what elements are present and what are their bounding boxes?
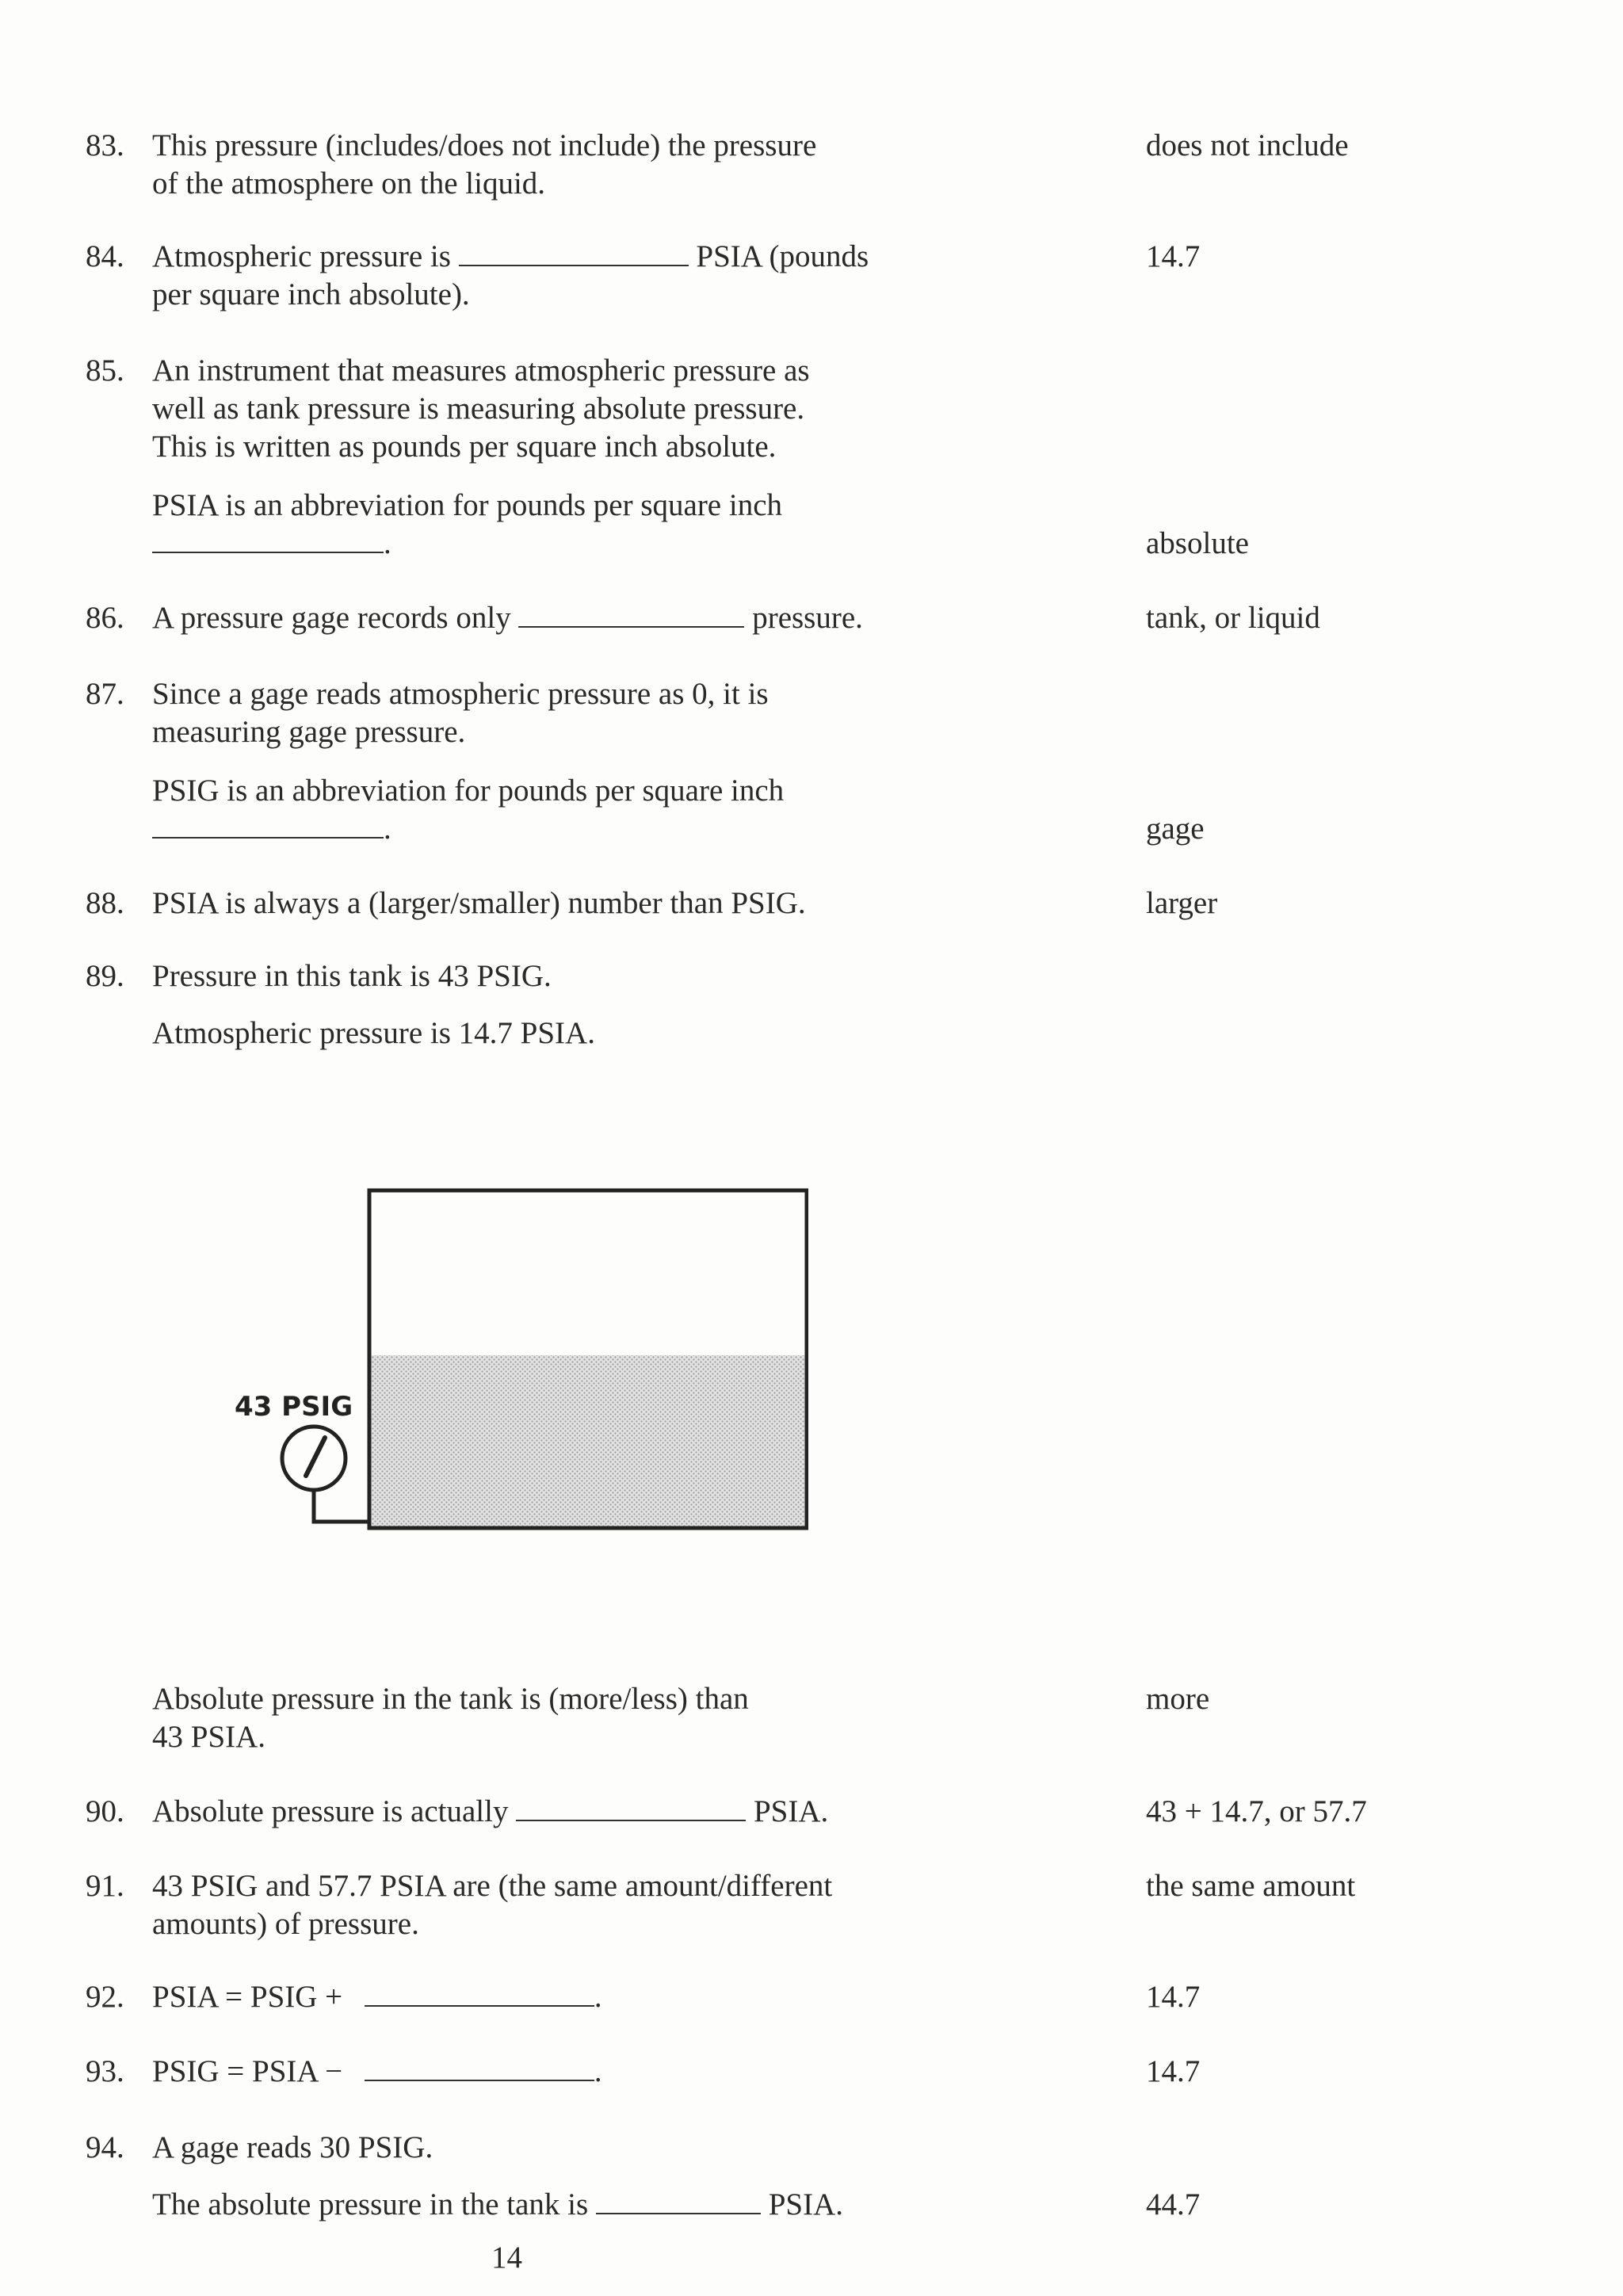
question-text-before-blank: Atmospheric pressure is xyxy=(152,239,451,273)
answer: 44.7 xyxy=(1146,2187,1201,2222)
answer-blank xyxy=(152,528,384,553)
question-text: A gage reads 30 PSIG. xyxy=(152,2130,433,2164)
frame-number: 88. xyxy=(86,886,124,920)
question-text-after-blank: . xyxy=(594,1980,602,2014)
answer: 14.7 xyxy=(1146,2054,1201,2088)
tank-liquid xyxy=(369,1355,807,1528)
answer: does not include xyxy=(1146,128,1349,162)
tank-figure xyxy=(222,1173,808,1553)
question-subtext xyxy=(152,772,948,848)
question-text-after-blank: . xyxy=(594,2054,602,2088)
frame-number: 83. xyxy=(86,128,124,162)
question-line: 43 PSIA. xyxy=(152,1720,266,1754)
answer-blank xyxy=(596,2189,761,2214)
question-line: An instrument that measures atmospheric pressure as xyxy=(152,353,810,388)
question-text xyxy=(152,1978,948,2016)
frame-number: 87. xyxy=(86,677,124,711)
answer-blank xyxy=(152,813,384,839)
answer: the same amount xyxy=(1146,1869,1356,1903)
frame-number: 84. xyxy=(86,239,124,273)
question-text: PSIA is always a (larger/smaller) number than PSIG. xyxy=(152,886,806,920)
question-subtext xyxy=(152,2186,948,2224)
question-text xyxy=(152,675,948,751)
question-line: per square inch absolute). xyxy=(152,277,470,311)
question-line: . xyxy=(152,810,948,848)
answer: 43 + 14.7, or 57.7 xyxy=(1146,1794,1367,1828)
question-line xyxy=(152,238,948,276)
answer: more xyxy=(1146,1682,1210,1716)
answer: 14.7 xyxy=(1146,1980,1201,2014)
gage-label: 43 PSIG xyxy=(235,1391,353,1423)
frame-number: 89. xyxy=(86,959,124,993)
question-line: . xyxy=(152,525,948,563)
question-text-before-blank: The absolute pressure in the tank is xyxy=(152,2187,589,2222)
question-text xyxy=(152,2053,948,2091)
gage-pipe xyxy=(314,1488,369,1522)
frame-number: 85. xyxy=(86,353,124,388)
question-text-after-blank: PSIA (pounds xyxy=(696,239,869,273)
question-line: well as tank pressure is measuring absolute pressure. xyxy=(152,392,805,426)
question-line: of the atmosphere on the liquid. xyxy=(152,166,546,201)
question-text xyxy=(152,238,948,314)
question-line: 43 PSIG and 57.7 PSIA are (the same amount/different xyxy=(152,1869,833,1903)
question-line: This pressure (includes/does not include) the pressure xyxy=(152,128,817,162)
answer-blank xyxy=(365,2056,594,2081)
frame-number: 86. xyxy=(86,601,124,635)
question-line: PSIG is an abbreviation for pounds per square inch xyxy=(152,774,785,808)
question-text xyxy=(152,1867,948,1943)
question-line: PSIA is an abbreviation for pounds per square inch xyxy=(152,488,783,522)
question-line: This is written as pounds per square inch absolute. xyxy=(152,430,777,464)
question-text-after-blank: PSIA. xyxy=(768,2187,843,2222)
answer-blank xyxy=(518,602,744,628)
question-text-before-blank: Absolute pressure is actually xyxy=(152,1794,509,1828)
frame-number: 91. xyxy=(86,1869,124,1903)
frame-number: 92. xyxy=(86,1980,124,2014)
question-line: amounts) of pressure. xyxy=(152,1907,419,1941)
question-text xyxy=(152,352,948,466)
question-subtext xyxy=(152,487,948,563)
tank-diagram xyxy=(222,1173,808,1553)
frame-number: 90. xyxy=(86,1794,124,1828)
question-subtext xyxy=(152,1680,948,1756)
answer: 14.7 xyxy=(1146,239,1201,273)
question-text xyxy=(152,1793,948,1831)
question-text-after-blank: pressure. xyxy=(752,601,863,635)
question-line: Absolute pressure in the tank is (more/less) than xyxy=(152,1682,749,1716)
answer-blank xyxy=(516,1796,746,1821)
question-line: Since a gage reads atmospheric pressure as 0, it is xyxy=(152,677,769,711)
answer-blank xyxy=(459,241,689,266)
question-line: measuring gage pressure. xyxy=(152,715,466,749)
answer-blank xyxy=(365,1981,594,2007)
question-text: Pressure in this tank is 43 PSIG. xyxy=(152,959,552,993)
answer: larger xyxy=(1146,886,1218,920)
answer: gage xyxy=(1146,812,1205,846)
question-text xyxy=(152,127,948,203)
question-text-before-blank: PSIG = PSIA − xyxy=(152,2054,343,2088)
question-subtext: Atmospheric pressure is 14.7 PSIA. xyxy=(152,1016,595,1050)
frame-number: 94. xyxy=(86,2130,124,2164)
question-text xyxy=(152,599,948,637)
frame-number: 93. xyxy=(86,2054,124,2088)
question-text-before-blank: A pressure gage records only xyxy=(152,601,511,635)
question-text-before-blank: PSIA = PSIG + xyxy=(152,1980,343,2014)
page-number: 14 xyxy=(491,2241,522,2275)
answer: tank, or liquid xyxy=(1146,601,1320,635)
question-text-after-blank: PSIA. xyxy=(753,1794,829,1828)
answer: absolute xyxy=(1146,526,1249,560)
